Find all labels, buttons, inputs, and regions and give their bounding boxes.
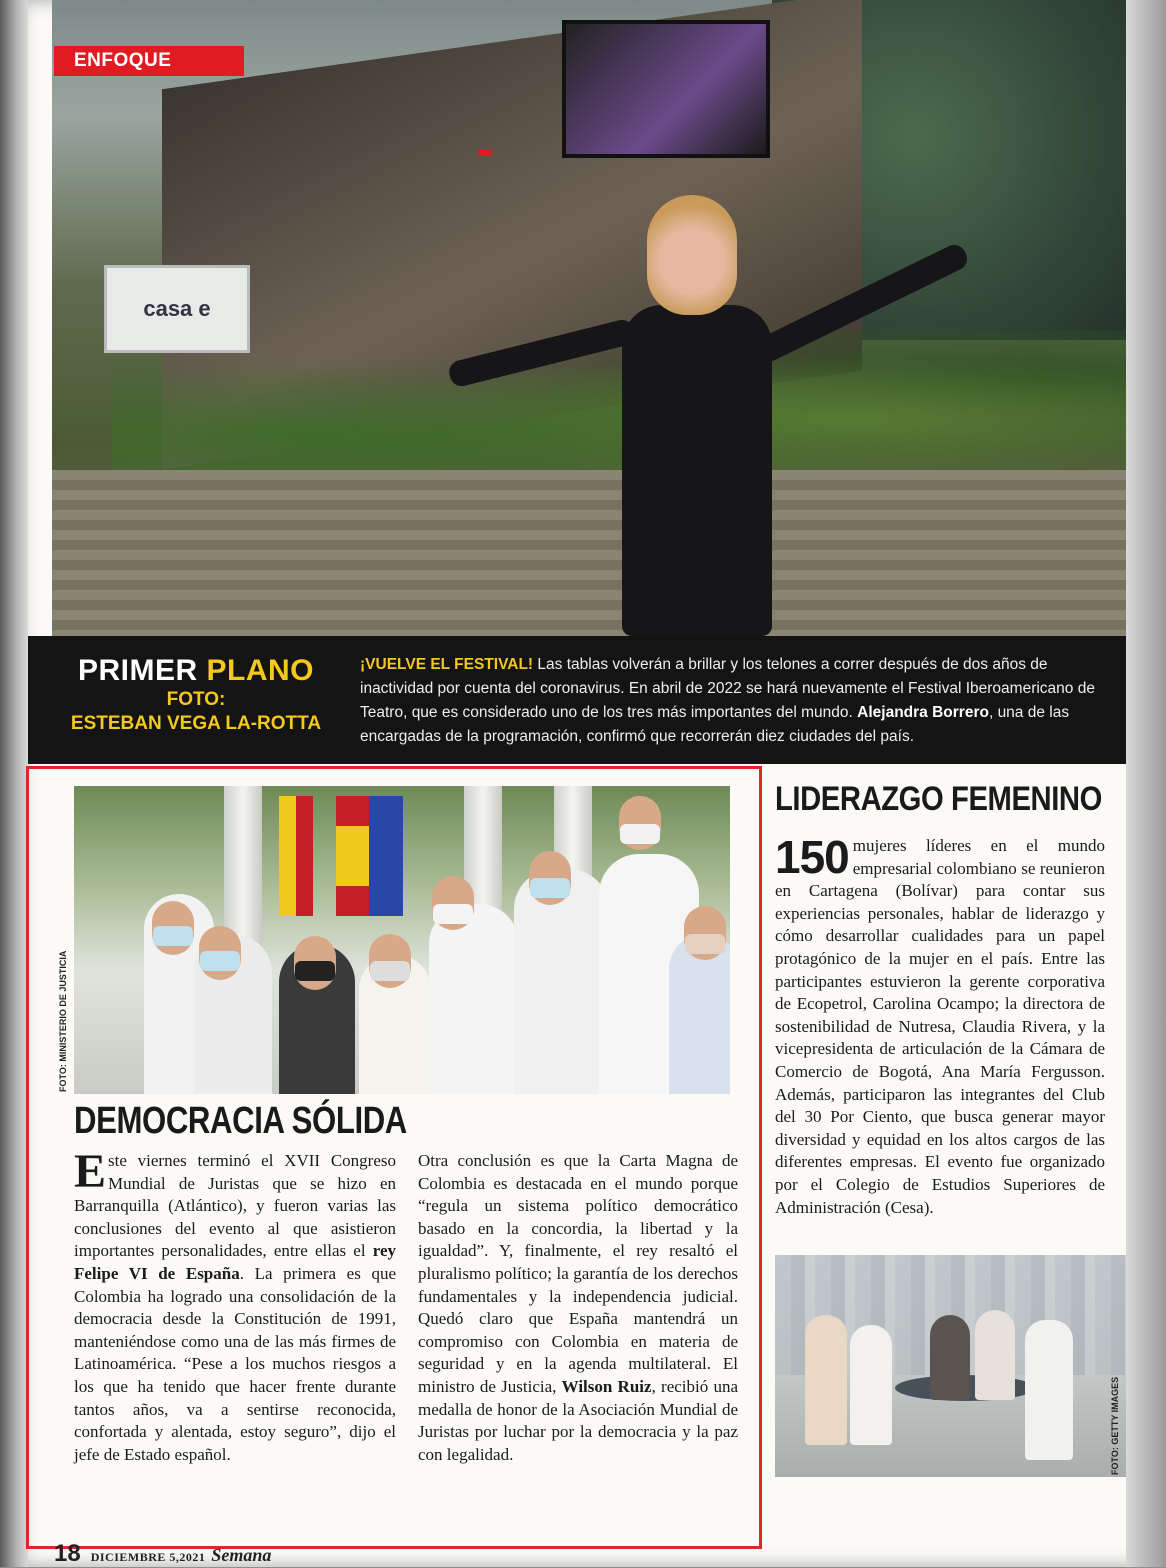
colB-text-2: , recibió una medalla de honor de la Asociación Mundial de Juristas por luchar por la democracia y la paz con legalidad.	[418, 1376, 738, 1464]
band-text-2: , una de las encargadas de la programación, confirmó que recorrerán diez ciudades del país.	[360, 704, 1070, 745]
liderazgo-photo-credit: FOTO: GETTY IMAGES	[1110, 1376, 1120, 1475]
colA-text-1: ste viernes terminó el XVII Congreso Mundial de Juristas que se hizo en Barranquilla (Atlántico), y fueron varias las conclusiones del evento al que asistieron importantes personalidades, entre ellas el	[74, 1151, 396, 1261]
liderazgo-photo	[775, 1255, 1131, 1477]
hero-photo	[52, 0, 1126, 636]
woman-seated	[1025, 1320, 1073, 1460]
page-number: 18	[54, 1540, 81, 1567]
woman-seated	[930, 1315, 970, 1400]
band-text-1: Las tablas volverán a brillar y los telones a correr después de dos años de inactividad por cuenta del coronavirus. En abril de 2022 se hará nuevamente el Festival Iberoamericano de Teatro, que es considerado uno de los tres más importantes del mundo.	[360, 656, 1095, 721]
rey-felipe: rey Felipe VI de España	[74, 1241, 396, 1283]
primer-plano-text	[360, 653, 1110, 749]
primer-plano-band	[28, 636, 1126, 764]
foto-label: FOTO:	[166, 689, 226, 710]
theater-poster	[562, 20, 770, 158]
liderazgo-column	[775, 831, 1105, 1219]
page-edge	[1126, 0, 1166, 1567]
democracia-headline: DEMOCRACIA SÓLIDA	[74, 1100, 407, 1142]
woman-seated	[975, 1310, 1015, 1400]
number-150: 150	[775, 831, 849, 883]
title-yellow: PLANO	[206, 654, 314, 687]
primer-plano-title	[56, 654, 336, 688]
liderazgo-paragraph	[775, 831, 1105, 1219]
colA-text-2: . La primera es que Colombia ha logrado una consolidación de la democracia desde la Constitución de 1991, manteniéndose como una de las más firmes de Latinoamérica. “Pese a los muchos riesgos a los que ha tenido que hacer frente durante tantos años, va a sentirse reconocida, confortada y alentada, estoy seguro”, dijo el jefe de Estado español.	[74, 1263, 397, 1464]
primer-plano-heading	[56, 654, 336, 736]
drop-cap: E	[74, 1145, 107, 1198]
stone-wall	[52, 470, 1126, 636]
democracia-photo-credit: FOTO: MINISTERIO DE JUSTICIA	[58, 950, 68, 1092]
page-spine	[0, 0, 28, 1567]
festival-highlight: ¡VUELVE EL FESTIVAL!	[360, 656, 534, 673]
colB-text-1: Otra conclusión es que la Carta Magna de Colombia es destacada en el mundo porque “regula un sistema político democrático basado en la concordia, la libertad y la igualdad”. Y, finalmente, el rey resaltó el pluralismo político; la garantía de los derechos fundamentales y la independencia judicial. Quedó claro que España mantendrá un compromiso con Colombia en materia de seguridad y en la agenda multilateral. El ministro de Justicia,	[418, 1151, 738, 1396]
photographer-name: ESTEBAN VEGA LA-ROTTA	[70, 713, 322, 734]
red-mark	[478, 150, 492, 156]
magazine-name: Semana	[211, 1545, 272, 1565]
issue-date: DICIEMBRE 5,2021	[90, 1550, 206, 1564]
woman-head	[647, 195, 737, 315]
woman-figure	[597, 195, 797, 636]
alejandra-borrero: Alejandra Borrero	[857, 704, 989, 721]
liderazgo-headline: LIDERAZGO FEMENINO	[775, 780, 1102, 818]
title-white: PRIMER	[77, 654, 207, 687]
woman-seated	[805, 1315, 847, 1445]
woman-seated	[850, 1325, 892, 1445]
section-tag: ENFOQUE	[54, 46, 244, 76]
black-dress	[622, 305, 772, 636]
wilson-ruiz: Wilson Ruiz	[561, 1376, 652, 1396]
highlight-frame	[26, 766, 762, 1549]
casa-e-sign: casa e	[104, 265, 250, 353]
page-footer	[54, 1540, 271, 1568]
liderazgo-text: mujeres líderes en el mundo empresarial colombiano se reunieron en Cartagena (Bolívar) para contar sus experiencias personales, hablar de liderazgo y cómo desarrollar cualidades para un papel protagónico de la mujer en el país. Entre las participantes estuvieron la gerente corporativa de Ecopetrol, Carolina Ocampo; la directora de sostenibilidad de Nutresa, Claudia Rivera, y la vicepresidenta de articulación de la Cámara de Comercio de Bogotá, Ana María Fergusson. Además, participaron las integrantes del Club del 30 Por Ciento, que busca generar mayor diversidad y equidad en los altos cargos de las diferentes empresas. El evento fue organizado por el Colegio de Estudios Superiores de Administración (Cesa).	[775, 836, 1105, 1217]
